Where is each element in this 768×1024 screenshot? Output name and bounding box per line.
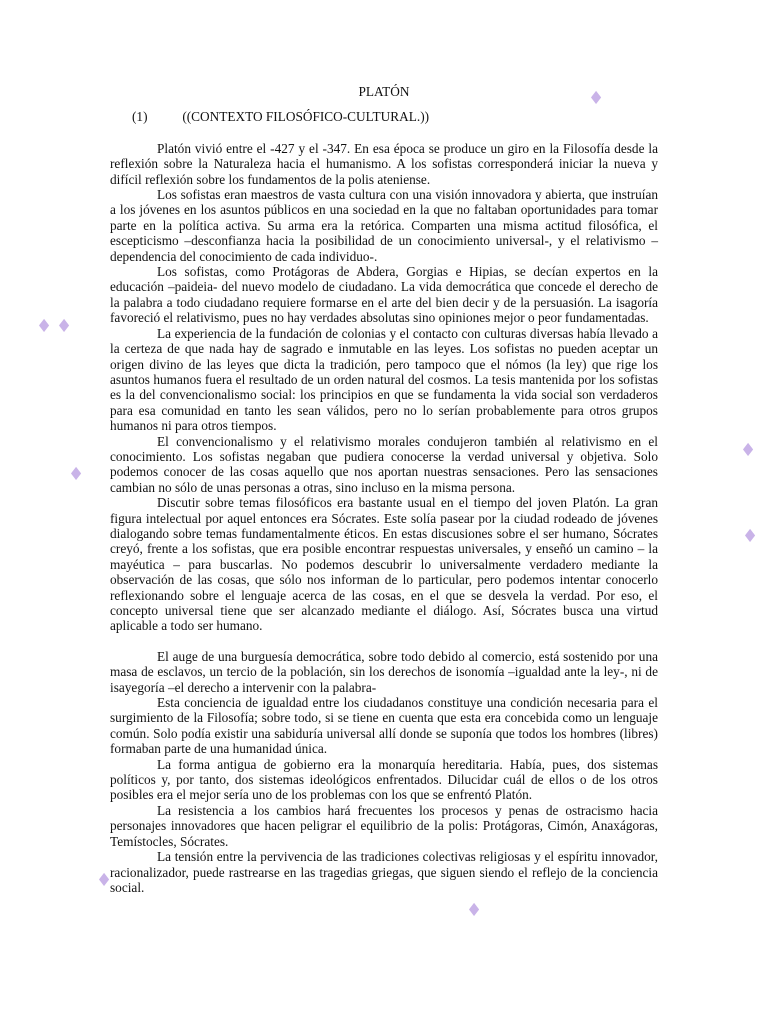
diamond-icon: ♦ bbox=[96, 870, 113, 891]
diamond-icon: ♦ bbox=[36, 316, 53, 337]
section-number: (1) bbox=[132, 109, 148, 125]
paragraph-7: El auge de una burguesía democrática, sobre todo debido al comercio, está sostenido por una masa de esclavos, un tercio de la población, sin los derechos de isonomía –igualdad ante la ley-, ni de isayegoría –el derecho a intervenir con la palabra- bbox=[110, 648, 658, 695]
paragraph-1: Platón vivió entre el -427 y el -347. En esa época se produce un giro en la Filosofía desde la reflexión sobre la Naturaleza hacia el humanismo. A los sofistas corresponderá iniciar la nueva y difícil reflexión sobre los fundamentos de la polis ateniense. bbox=[110, 140, 658, 187]
diamond-icon: ♦ bbox=[56, 316, 73, 337]
diamond-icon: ♦ bbox=[588, 88, 605, 109]
paragraph-11: La tensión entre la pervivencia de las tradiciones colectivas religiosas y el espíritu innovador, racionalizador, puede rastrearse en las tragedias griegas, que siguen siendo el reflejo de la conciencia social. bbox=[110, 849, 658, 895]
diamond-icon: ♦ bbox=[740, 440, 757, 461]
document-page bbox=[110, 84, 658, 895]
section-heading bbox=[110, 109, 658, 124]
paragraph-10: La resistencia a los cambios hará frecuentes los procesos y penas de ostracismo hacia personajes innovadores que hacen peligrar el equilibrio de la polis: Protágoras, Cimón, Anaxágoras, Temístocles, Sócrates. bbox=[110, 802, 658, 849]
paragraph-8: Esta conciencia de igualdad entre los ciudadanos constituye una condición necesaria para el surgimiento de la Filosofía; sobre todo, si se tiene en cuenta que esta era concebida como un lenguaje común. Solo podía existir una sabiduría universal allí donde se suponía que todos los hombres (libres) formaban parte de una humanidad única. bbox=[110, 695, 658, 757]
paragraph-2: Los sofistas eran maestros de vasta cultura con una visión innovadora y abierta, que instruían a los jóvenes en los asuntos públicos en una sociedad en la que no faltaban oportunidades para tomar parte en la política activa. Su arma era la retórica. Comparten una misma actitud filosófica, el escepticismo –desconfianza hacia la posibilidad de un conocimiento universal-, y el relativismo –dependencia del conocimiento de cada individuo-. bbox=[110, 187, 658, 264]
paragraph-3: Los sofistas, como Protágoras de Abdera, Gorgias e Hipias, se decían expertos en la educación –paideia- del nuevo modelo de ciudadano. La vida democrática que concede el derecho de la palabra a todo ciudadano requiere formarse en el arte del bien decir y de la persuasión. La isagoría favoreció el relativismo, pues no hay verdades absolutas sino opiniones mejor o peor fundamentadas. bbox=[110, 264, 658, 326]
section-title: ((CONTEXTO FILOSÓFICO-CULTURAL.)) bbox=[182, 109, 430, 125]
paragraph-9: La forma antigua de gobierno era la monarquía hereditaria. Había, pues, dos sistemas políticos y, por tanto, dos sistemas ideológicos enfrentados. Dilucidar cuál de ellos o de los otros posibles era el mejor sería uno de los problemas con los que se enfrentó Platón. bbox=[110, 756, 658, 803]
diamond-icon: ♦ bbox=[68, 464, 85, 485]
diamond-icon: ♦ bbox=[742, 526, 759, 547]
diamond-icon: ♦ bbox=[466, 900, 483, 921]
paragraph-6: Discutir sobre temas filosóficos era bastante usual en el tiempo del joven Platón. La gran figura intelectual por aquel entonces era Sócrates. Este solía pasear por la ciudad rodeado de jóvenes dialogando sobre temas fundamentalmente éticos. En estas discusiones sobre el ser humano, Sócrates creyó, frente a los sofistas, que era posible encontrar respuestas universales, y enseñó un camino – la mayéutica – para buscarlas. No podemos descubrir lo universalmente verdadero mediante la observación de las cosas, que sólo nos informan de lo particular, pero podemos intentar conocerlo reflexionando sobre el lenguaje acerca de las cosas, en el que se desvela la verdad. Por eso, el concepto universal tiene que ser alcanzado mediante el diálogo. Así, Sócrates busca una virtud aplicable a todo ser humano. bbox=[110, 495, 658, 634]
paragraph-4: La experiencia de la fundación de colonias y el contacto con culturas diversas había llevado a la certeza de que nada hay de sagrado e inmutable en las leyes. Los sofistas no pueden aceptar un origen divino de las leyes que dicta la tradición, pero tampoco que el nómos (la ley) que rige los asuntos humanos fuera el resultado de un orden natural del cosmos. La tesis mantenida por los sofistas es la del convencionalismo social: los principios en que se fundamenta la vida social son verdaderos para esa comunidad en tanto les sean válidos, pero no lo serían probablemente para otros grupos humanos ni para otros tiempos. bbox=[110, 325, 658, 434]
paragraph-5: El convencionalismo y el relativismo morales condujeron también al relativismo en el conocimiento. Los sofistas negaban que pudiera conocerse la verdad universal y objetiva. Solo podemos conocer de las cosas aquello que nos aportan nuestras sensaciones. Pero las sensaciones cambian no sólo de unas personas a otras, sino incluso en la misma persona. bbox=[110, 433, 658, 495]
document-title: PLATÓN bbox=[358, 84, 410, 99]
